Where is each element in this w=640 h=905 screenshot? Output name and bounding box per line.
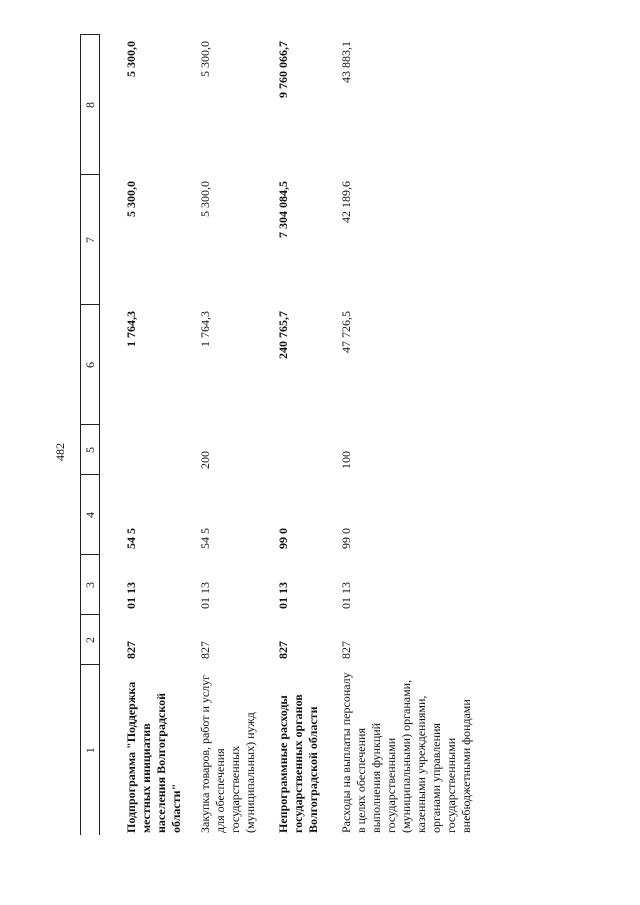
cell-col-2: 827 xyxy=(198,641,212,659)
cell-col-7: 7 304 084,5 xyxy=(276,181,290,238)
cell-col-2: 827 xyxy=(276,641,290,659)
cell-col-4: 54 5 xyxy=(124,528,138,549)
cell-col-4: 54 5 xyxy=(198,528,212,549)
header-col-5: 5 xyxy=(81,425,100,475)
cell-col-6: 1 764,3 xyxy=(198,311,212,347)
header-col-3: 3 xyxy=(81,555,100,615)
header-col-1: 1 xyxy=(81,665,100,835)
cell-col-4: 99 0 xyxy=(339,528,353,549)
cell-col-7: 5 300,0 xyxy=(124,181,138,217)
table-row xyxy=(192,35,266,835)
header-col-2: 2 xyxy=(81,615,100,665)
cell-col-5 xyxy=(100,425,193,475)
cell-col-8: 9 760 066,7 xyxy=(276,41,290,98)
cell-col-8: 5 300,0 xyxy=(198,41,212,77)
cell-col-5: 100 xyxy=(339,451,353,469)
cell-col-2: 827 xyxy=(124,641,138,659)
cell-col-5: 200 xyxy=(198,451,212,469)
cell-col-3: 01 13 xyxy=(198,582,212,609)
cell-col-6: 1 764,3 xyxy=(124,311,138,347)
cell-col-3: 01 13 xyxy=(339,582,353,609)
cell-col-5 xyxy=(266,425,329,475)
budget-table xyxy=(80,35,482,836)
page-number: 482 xyxy=(53,443,67,461)
cell-col-3: 01 13 xyxy=(276,582,290,609)
cell-col-8: 43 883,1 xyxy=(339,41,353,83)
row-name: Закупка товаров, работ и услуг для обеспечения государственных (муниципальных) нужд xyxy=(198,674,257,833)
cell-col-8: 5 300,0 xyxy=(124,41,138,77)
header-col-8: 8 xyxy=(81,35,100,175)
table-row xyxy=(100,35,193,835)
cell-col-4: 99 0 xyxy=(276,528,290,549)
row-name: Подпрограмма "Поддержка местных инициатив населения Волгоградской области" xyxy=(124,681,183,833)
cell-col-7: 42 189,6 xyxy=(339,181,353,223)
cell-col-7: 5 300,0 xyxy=(198,181,212,217)
header-col-6: 6 xyxy=(81,305,100,425)
header-col-7: 7 xyxy=(81,175,100,305)
row-name: Непрограммные расходы государственных органов Волгоградской области xyxy=(276,694,320,833)
rotated-table-container xyxy=(80,35,540,835)
cell-col-3: 01 13 xyxy=(124,582,138,609)
table-row xyxy=(329,35,482,835)
header-row xyxy=(81,35,100,835)
cell-col-6: 47 726,5 xyxy=(339,311,353,353)
cell-col-6: 240 765,7 xyxy=(276,311,290,359)
table-row xyxy=(266,35,329,835)
cell-col-2: 827 xyxy=(339,641,353,659)
header-col-4: 4 xyxy=(81,475,100,555)
row-name: Расходы на выплаты персоналу в целях обеспечения выполнения функций государственными (муниципальными) органами, казенными учреждениями, органами управления государственными внебюджетными фондами xyxy=(339,672,473,833)
